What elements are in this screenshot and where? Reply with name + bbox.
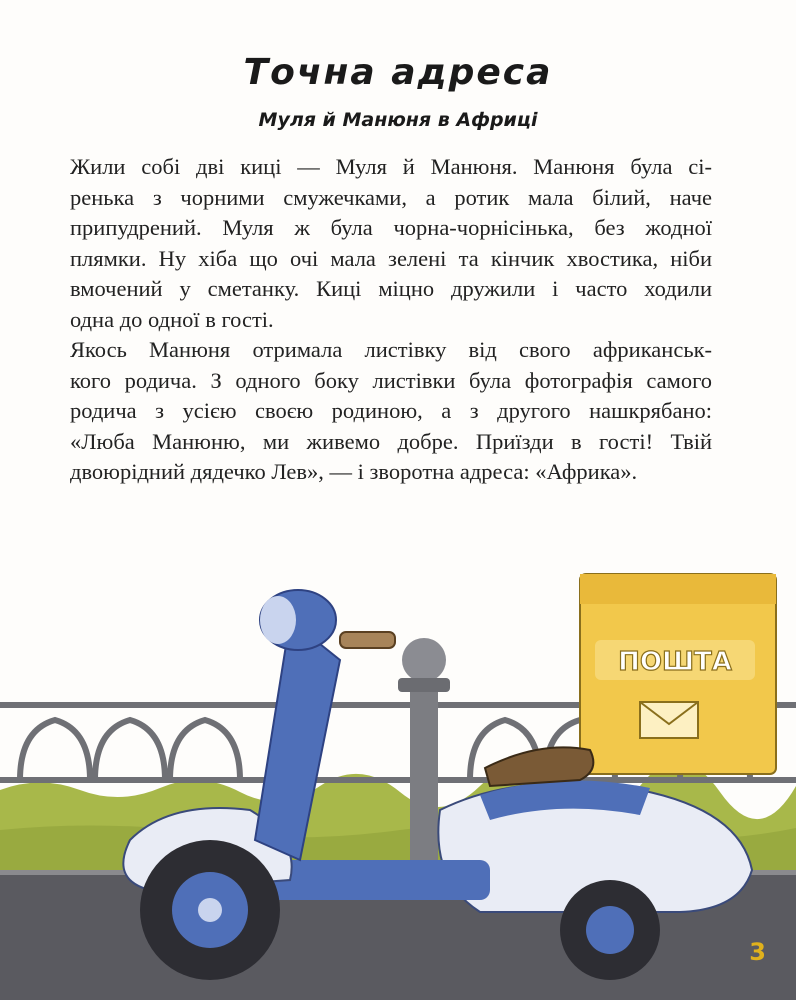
- text-line: Жили собі дві киці — Муля й Манюня. Манюня була сі-: [70, 154, 712, 179]
- story-text: [70, 152, 712, 488]
- paragraph-2: [70, 335, 712, 488]
- page-number: 3: [749, 938, 766, 966]
- text-line: Якось Манюня отримала листівку від свого африканськ-: [70, 337, 712, 362]
- text-line: одна до одної в гості.: [70, 306, 274, 332]
- text-line: припудрений. Муля ж була чорна-чорнісінька, без жодної: [70, 215, 712, 240]
- text-line: кого родича. З одного боку листівки була фотографія самого: [70, 367, 712, 393]
- text-line: «Люба Манюню, ми живемо добре. Приїзди в гості! Твій: [70, 428, 712, 454]
- text-line: родича з усією своєю родиною, а з другого нашкрябано:: [70, 398, 712, 423]
- text-line: плямки. Ну хіба що очі мала зелені та кінчик хвостика, ніби: [70, 245, 712, 271]
- page-title: Точна адреса: [243, 52, 553, 93]
- page-subtitle: Муля й Манюня в Африці: [258, 109, 538, 131]
- text-line: двоюрідний дядечко Лев», — і зворотна адреса: «Африка».: [70, 459, 638, 484]
- scooter-illustration: [0, 540, 796, 1000]
- fence-post: [410, 680, 438, 870]
- text-line: ренька з чорними смужечками, а ротик мала білий, наче: [70, 184, 712, 210]
- paragraph-1: [70, 152, 712, 335]
- text-line: вмочений у сметанку. Киці міцно дружили і часто ходили: [70, 276, 712, 301]
- mailbox-label: ПОШТА: [618, 647, 732, 677]
- mailbox: [580, 574, 776, 774]
